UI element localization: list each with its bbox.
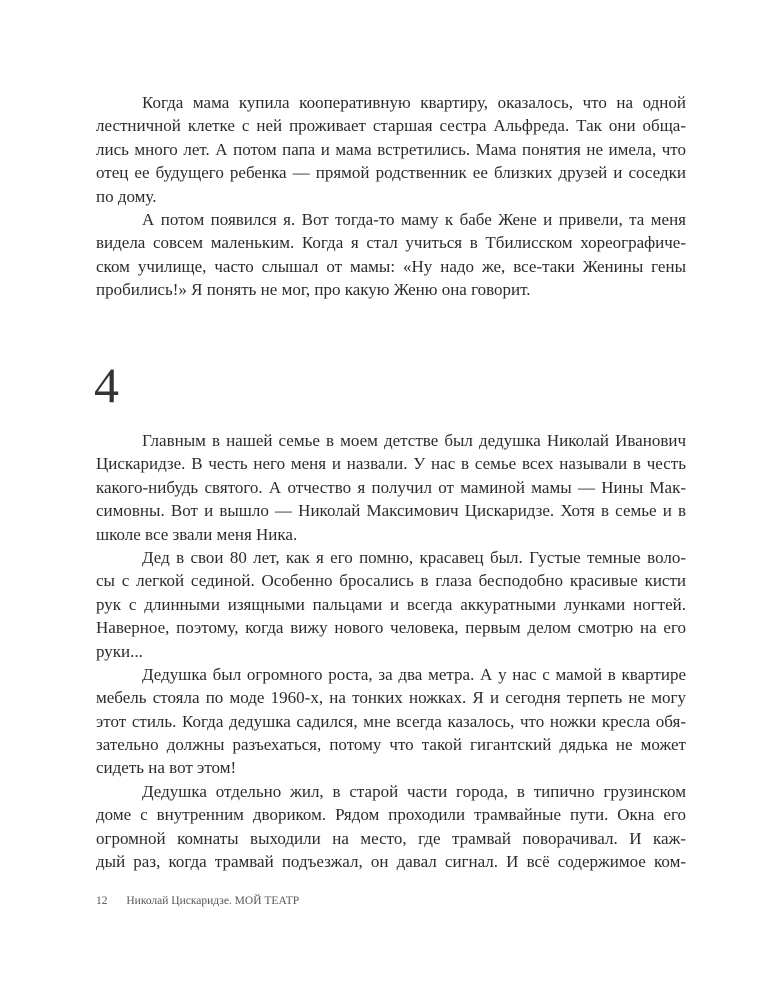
text-line: видела совсем маленьким. Когда я стал учиться в Тбилисском хореографиче- — [96, 233, 686, 253]
text-line: этот стиль. Когда дедушка садился, мне всегда казалось, что ножки кресла обя- — [96, 711, 686, 731]
running-title: Николай Цискаридзе. МОЙ ТЕАТР — [126, 895, 300, 907]
text-line: Дедушка был огромного роста, за два метра. А у нас с мамой в квартире — [142, 664, 686, 684]
text-line: Наверное, поэтому, когда вижу нового человека, первым делом смотрю на его — [96, 618, 686, 638]
text-line: пробились!» Я понять не мог, про какую Женю она говорит. — [96, 280, 531, 300]
text-line: руки... — [96, 641, 143, 661]
paragraph — [96, 429, 686, 546]
text-line: Дедушка отдельно жил, в старой части города, в типично грузинском — [142, 781, 686, 801]
text-line: А потом появился я. Вот тогда-то маму к бабе Жене и привели, та меня — [142, 209, 686, 229]
paragraph — [96, 780, 686, 874]
text-line: дый раз, когда трамвай подъезжал, он давал сигнал. И всё содержимое ком- — [96, 852, 686, 872]
text-line: лись много лет. А потом папа и мама встретились. Мама понятия не имела, что — [96, 139, 686, 159]
text-line: огромной комнаты выходили на место, где трамвай поворачивал. И каж- — [96, 828, 686, 848]
chapter-number: 4 — [94, 357, 119, 413]
page-number: 12 — [96, 895, 108, 907]
text-line: Цискаридзе. В честь него меня и назвали. У нас в семье всех называли в честь — [96, 454, 686, 474]
text-line: зательно должны разъехаться, потому что такой гигантский дядька не может — [96, 735, 686, 755]
text-line: школе все звали меня Ника. — [96, 524, 298, 544]
text-line: рук с длинными изящными пальцами и всегда аккуратными лунками ногтей. — [96, 594, 686, 614]
paragraph — [96, 546, 686, 663]
text-line: мебель стояла по моде 1960-х, на тонких ножках. Я и сегодня терпеть не могу — [96, 688, 686, 708]
paragraph — [96, 208, 686, 302]
text-line: доме с внутренним двориком. Рядом проходили трамвайные пути. Окна его — [96, 805, 686, 825]
text-section-2 — [96, 429, 686, 873]
text-line: по дому. — [96, 186, 157, 206]
text-section-1 — [96, 91, 686, 302]
paragraph — [96, 91, 686, 208]
text-line: Когда мама купила кооперативную квартиру, оказалось, что на одной — [142, 93, 686, 112]
text-line: какого-нибудь святого. А отчество я получил от маминой мамы — Нины Мак- — [96, 477, 686, 497]
text-line: ском училище, часто слышал от мамы: «Ну надо же, все-таки Женины гены — [96, 256, 686, 276]
text-line: сидеть на вот этом! — [96, 758, 237, 778]
text-line: сы с легкой сединой. Особенно бросались в глаза бесподобно красивые кисти — [96, 571, 686, 591]
paragraph — [96, 663, 686, 780]
text-line: Главным в нашей семье в моем детстве был дедушка Николай Иванович — [142, 431, 686, 450]
text-line: лестничной клетке с ней проживает старшая сестра Альфреда. Так они обща- — [96, 116, 686, 136]
text-line: симовны. Вот и вышло — Николай Максимович Цискаридзе. Хотя в семье и в — [96, 501, 686, 521]
text-line: Дед в свои 80 лет, как я его помню, красавец был. Густые темные воло- — [142, 547, 686, 567]
page-footer — [96, 895, 299, 907]
text-line: отец ее будущего ребенка — прямой родственник ее близких друзей и соседки — [96, 163, 686, 183]
